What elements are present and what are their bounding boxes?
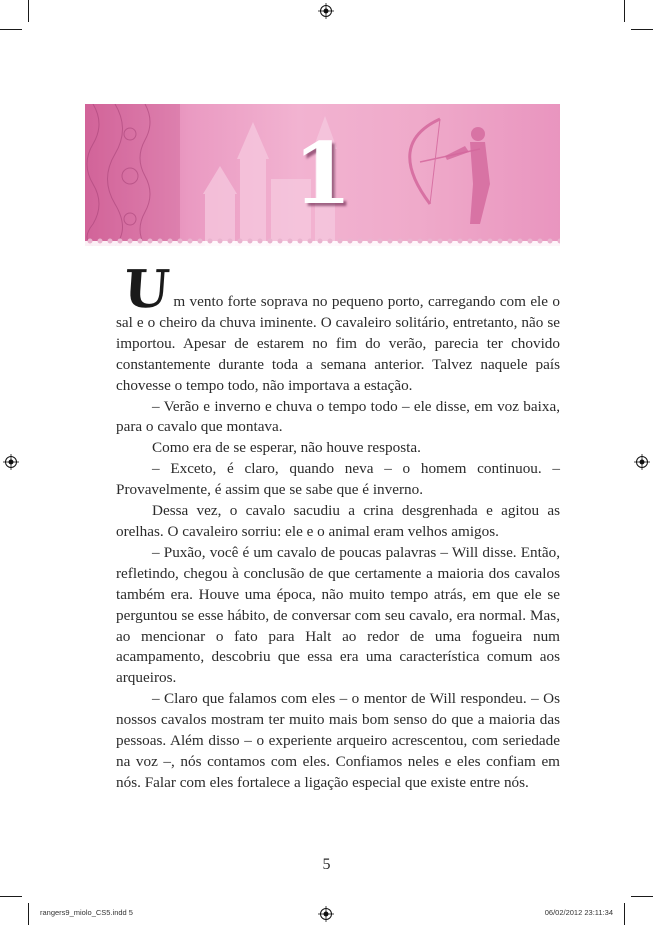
crop-mark xyxy=(28,0,29,22)
registration-mark-icon xyxy=(634,454,650,470)
paragraph: Como era de se esperar, não houve resposta. xyxy=(152,439,421,457)
crop-mark xyxy=(624,0,625,22)
page-number: 5 xyxy=(322,856,331,873)
crop-mark xyxy=(624,903,625,925)
print-timestamp: 06/02/2012 23:11:34 xyxy=(544,908,613,917)
crop-mark xyxy=(631,29,653,30)
paragraph xyxy=(116,259,560,397)
file-slug: rangers9_miolo_CS5.indd 5 xyxy=(40,908,133,917)
registration-mark-icon xyxy=(318,3,334,19)
paragraph: – Verão e inverno e chuva o tempo todo – ele disse, em voz baixa, para o cavalo que montava. xyxy=(116,397,560,436)
paragraph-text: m vento forte soprava no pequeno porto, carregando com ele o sal e o cheiro da chuva iminente. O cavaleiro solitário, entretanto, não se importou. Apesar de estarem no fim do verão, parecia ter chovido constantemente durante toda a semana anterior. Talvez naquele país chovesse o tempo todo, não importava a estação. xyxy=(116,293,560,394)
paragraph: – Exceto, é claro, quando neva – o homem continuou. – Provavelmente, é assim que se sabe que é inverno. xyxy=(116,460,560,499)
paragraph: Dessa vez, o cavalo sacudiu a crina desgrenhada e agitou as orelhas. O cavaleiro sorriu: ele e o animal eram velhos amigos. xyxy=(116,502,560,540)
chapter-body xyxy=(116,259,560,794)
drop-cap: U xyxy=(121,259,172,320)
crop-mark xyxy=(631,896,653,897)
registration-mark-icon xyxy=(3,454,19,470)
chapter-number: 1 xyxy=(293,124,352,223)
paragraph: – Claro que falamos com eles – o mentor de Will respondeu. – Os nossos cavalos mostram ter muito mais bom senso do que a maioria das pessoas. Além disso – o experiente arqueiro acrescentou, com seriedade na voz –, nós contamos com eles. Confiamos neles e eles confiam em nós. Falar com eles fortalece a ligação especial que existe entre nós. xyxy=(116,690,560,791)
paragraph: – Puxão, você é um cavalo de poucas palavras – Will disse. Então, refletindo, chegou à conclusão de que certamente a maioria dos cavalos também era. Houve uma época, não muito tempo atrás, em que ele se perguntou se esse hábito, de conversar com seu cavalo, era normal. Mas, ao mencionar o fato para Halt ao redor de uma fogueira num acampamento, descobriu que essa era uma característica comum aos arqueiros. xyxy=(116,543,560,687)
crop-mark xyxy=(28,903,29,925)
crop-mark xyxy=(0,896,22,897)
registration-mark-icon xyxy=(318,906,334,922)
crop-mark xyxy=(0,29,22,30)
chapter-banner xyxy=(85,104,560,246)
